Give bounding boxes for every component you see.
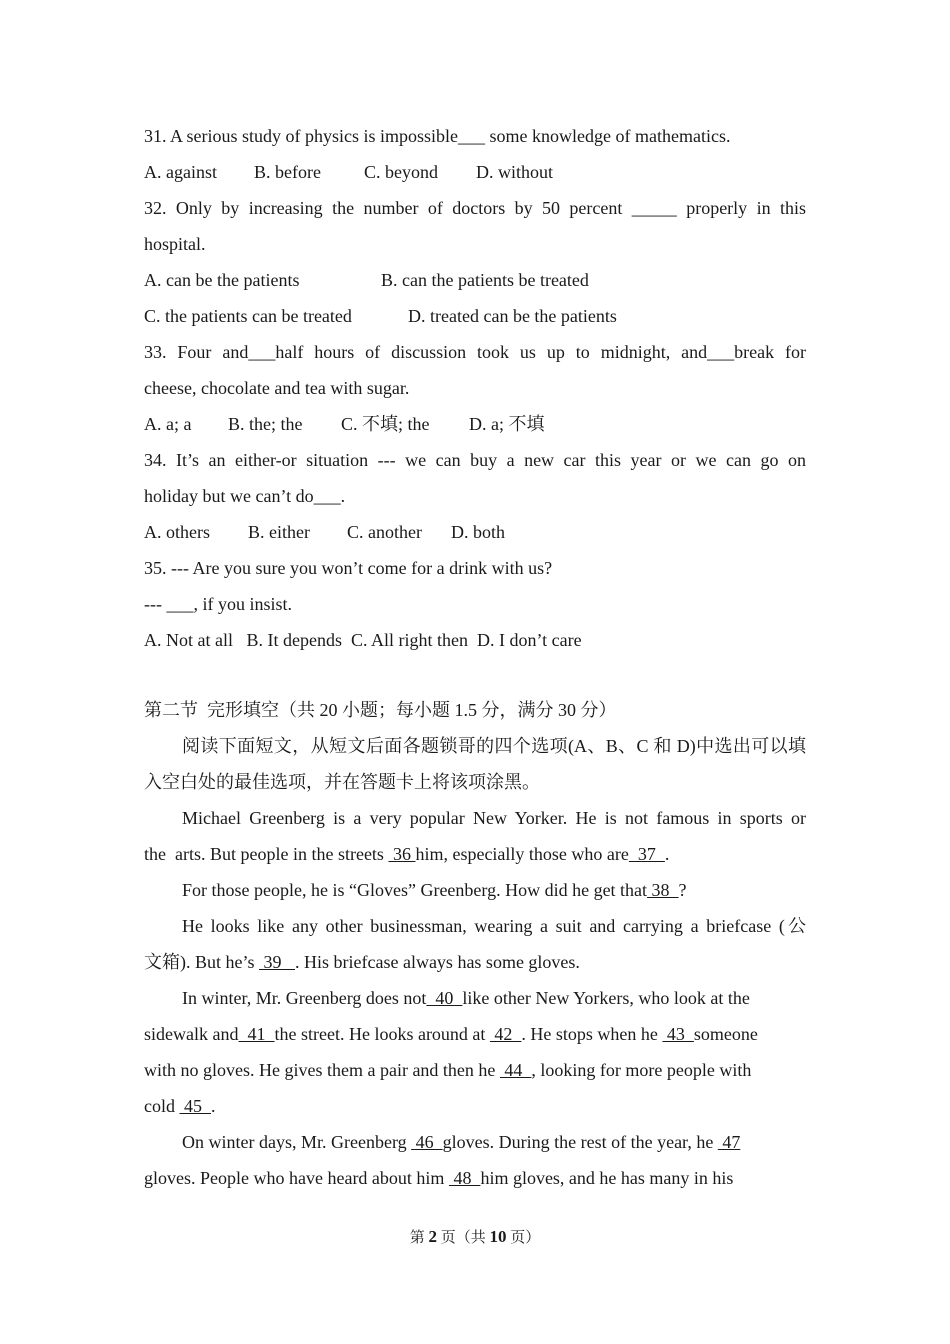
page-number: 2 <box>428 1227 437 1246</box>
blank-47: 47 <box>717 1132 741 1152</box>
q31-options <box>144 154 806 190</box>
page-total: 10 <box>489 1227 507 1246</box>
passage-text: gloves. People who have heard about him <box>144 1168 449 1188</box>
blank-43: 43 <box>662 1024 694 1044</box>
q35-stem-line1: 35. --- Are you sure you won’t come for a drink with us? <box>144 558 553 578</box>
section-heading: 第二节 完形填空（共 20 小题；每小题 1.5 分，满分 30 分） <box>144 700 617 720</box>
q32-options-ab <box>144 262 806 298</box>
exam-page <box>144 118 806 1196</box>
section-instructions-line2: 入空白处的最佳选项，并在答题卡上将该项涂黑。 <box>144 772 540 792</box>
q34-option-b: B. either <box>248 522 310 542</box>
passage-text: someone <box>693 1024 758 1044</box>
passage-text: gloves. During the rest of the year, he <box>442 1132 718 1152</box>
blank-40: 40 <box>426 988 463 1008</box>
blank-45: 45 <box>179 1096 211 1116</box>
blank-39: 39 <box>259 952 295 972</box>
section-spacer <box>144 658 806 692</box>
q31-option-a: A. against <box>144 162 217 182</box>
blank-41: 41 <box>238 1024 275 1044</box>
q34-stem-line1: 34. It’s an either-or situation --- we can buy a new car this year or we can go on <box>144 450 806 470</box>
passage-p2 <box>144 872 806 908</box>
passage-text: sidewalk and <box>144 1024 239 1044</box>
q32-option-b: B. can the patients be treated <box>381 270 589 290</box>
passage-text: the arts. But people in the streets <box>144 844 389 864</box>
q32-stem-line2: hospital. <box>144 234 206 254</box>
q35-options: A. Not at all B. It depends C. All right then D. I don’t care <box>144 630 582 650</box>
blank-46: 46 <box>411 1132 443 1152</box>
q32-option-d: D. treated can be the patients <box>408 306 617 326</box>
q33-option-a: A. a; a <box>144 414 192 434</box>
blank-37: 37 <box>628 844 665 864</box>
passage-p4-line4 <box>144 1088 806 1124</box>
passage-text: . <box>211 1096 216 1116</box>
q31-option-d: D. without <box>476 162 554 182</box>
q31-option-c: C. beyond <box>364 162 438 182</box>
q32-stem-line1: 32. Only by increasing the number of doctors by 50 percent _____ properly in this <box>144 198 806 218</box>
passage-text: him, especially those who are <box>415 844 629 864</box>
passage-text: 文箱). But he’s <box>144 952 259 972</box>
blank-36: 36 <box>388 844 416 864</box>
passage-text: ? <box>678 880 687 900</box>
passage-p3-line2 <box>144 944 806 980</box>
footer-text: 页（共 <box>436 1230 490 1246</box>
passage-text: In winter, Mr. Greenberg does not <box>182 988 427 1008</box>
passage-text: him gloves, and he has many in his <box>480 1168 734 1188</box>
passage-text: cold <box>144 1096 180 1116</box>
passage-text: . He stops when he <box>521 1024 663 1044</box>
q32-option-c: C. the patients can be treated <box>144 306 352 326</box>
blank-48: 48 <box>448 1168 481 1188</box>
passage-p4-line1 <box>144 980 806 1016</box>
passage-text: . <box>664 844 670 864</box>
q34-option-d: D. both <box>451 522 505 542</box>
q33-option-c: C. 不填; the <box>341 414 430 434</box>
passage-text: For those people, he is “Gloves” Greenberg. How did he get that <box>182 880 648 900</box>
q34-option-c: C. another <box>347 522 422 542</box>
blank-42: 42 <box>489 1024 522 1044</box>
passage-text: On winter days, Mr. Greenberg <box>182 1132 412 1152</box>
q33-option-b: B. the; the <box>228 414 303 434</box>
q35-stem-line2: --- ___, if you insist. <box>144 594 292 614</box>
q34-option-a: A. others <box>144 522 210 542</box>
passage-p3-line1: He looks like any other businessman, wearing a suit and carrying a briefcase (公 <box>182 916 806 936</box>
q33-option-d: D. a; 不填 <box>469 414 545 434</box>
footer-text: 页） <box>506 1230 541 1246</box>
blank-44: 44 <box>499 1060 532 1080</box>
passage-p1-line2 <box>144 836 806 872</box>
q33-options <box>144 406 806 442</box>
footer-text: 第 <box>409 1230 429 1246</box>
q31-stem: 31. A serious study of physics is impossible___ some knowledge of mathematics. <box>144 126 731 146</box>
blank-38: 38 <box>647 880 679 900</box>
q32-option-a: A. can be the patients <box>144 270 300 290</box>
q34-options <box>144 514 806 550</box>
passage-p5-line2 <box>144 1160 806 1196</box>
passage-p4-line3 <box>144 1052 806 1088</box>
passage-text: like other New Yorkers, who look at the <box>462 988 750 1008</box>
passage-text: , looking for more people with <box>531 1060 752 1080</box>
passage-text: with no gloves. He gives them a pair and then he <box>144 1060 500 1080</box>
page-footer <box>0 1226 950 1247</box>
passage-p1-line1: Michael Greenberg is a very popular New Yorker. He is not famous in sports or <box>182 808 806 828</box>
q33-stem-line1: 33. Four and___half hours of discussion took us up to midnight, and___break for <box>144 342 806 362</box>
q32-options-cd <box>144 298 806 334</box>
q31-option-b: B. before <box>254 162 321 182</box>
q34-stem-line2: holiday but we can’t do___. <box>144 486 346 506</box>
passage-text: . His briefcase always has some gloves. <box>295 952 580 972</box>
passage-p4-line2 <box>144 1016 806 1052</box>
section-instructions-line1: 阅读下面短文，从短文后面各题锁哥的四个选项(A、B、C 和 D)中选出可以填 <box>182 736 806 756</box>
q33-stem-line2: cheese, chocolate and tea with sugar. <box>144 378 410 398</box>
passage-p5-line1 <box>144 1124 806 1160</box>
passage-text: the street. He looks around at <box>274 1024 490 1044</box>
